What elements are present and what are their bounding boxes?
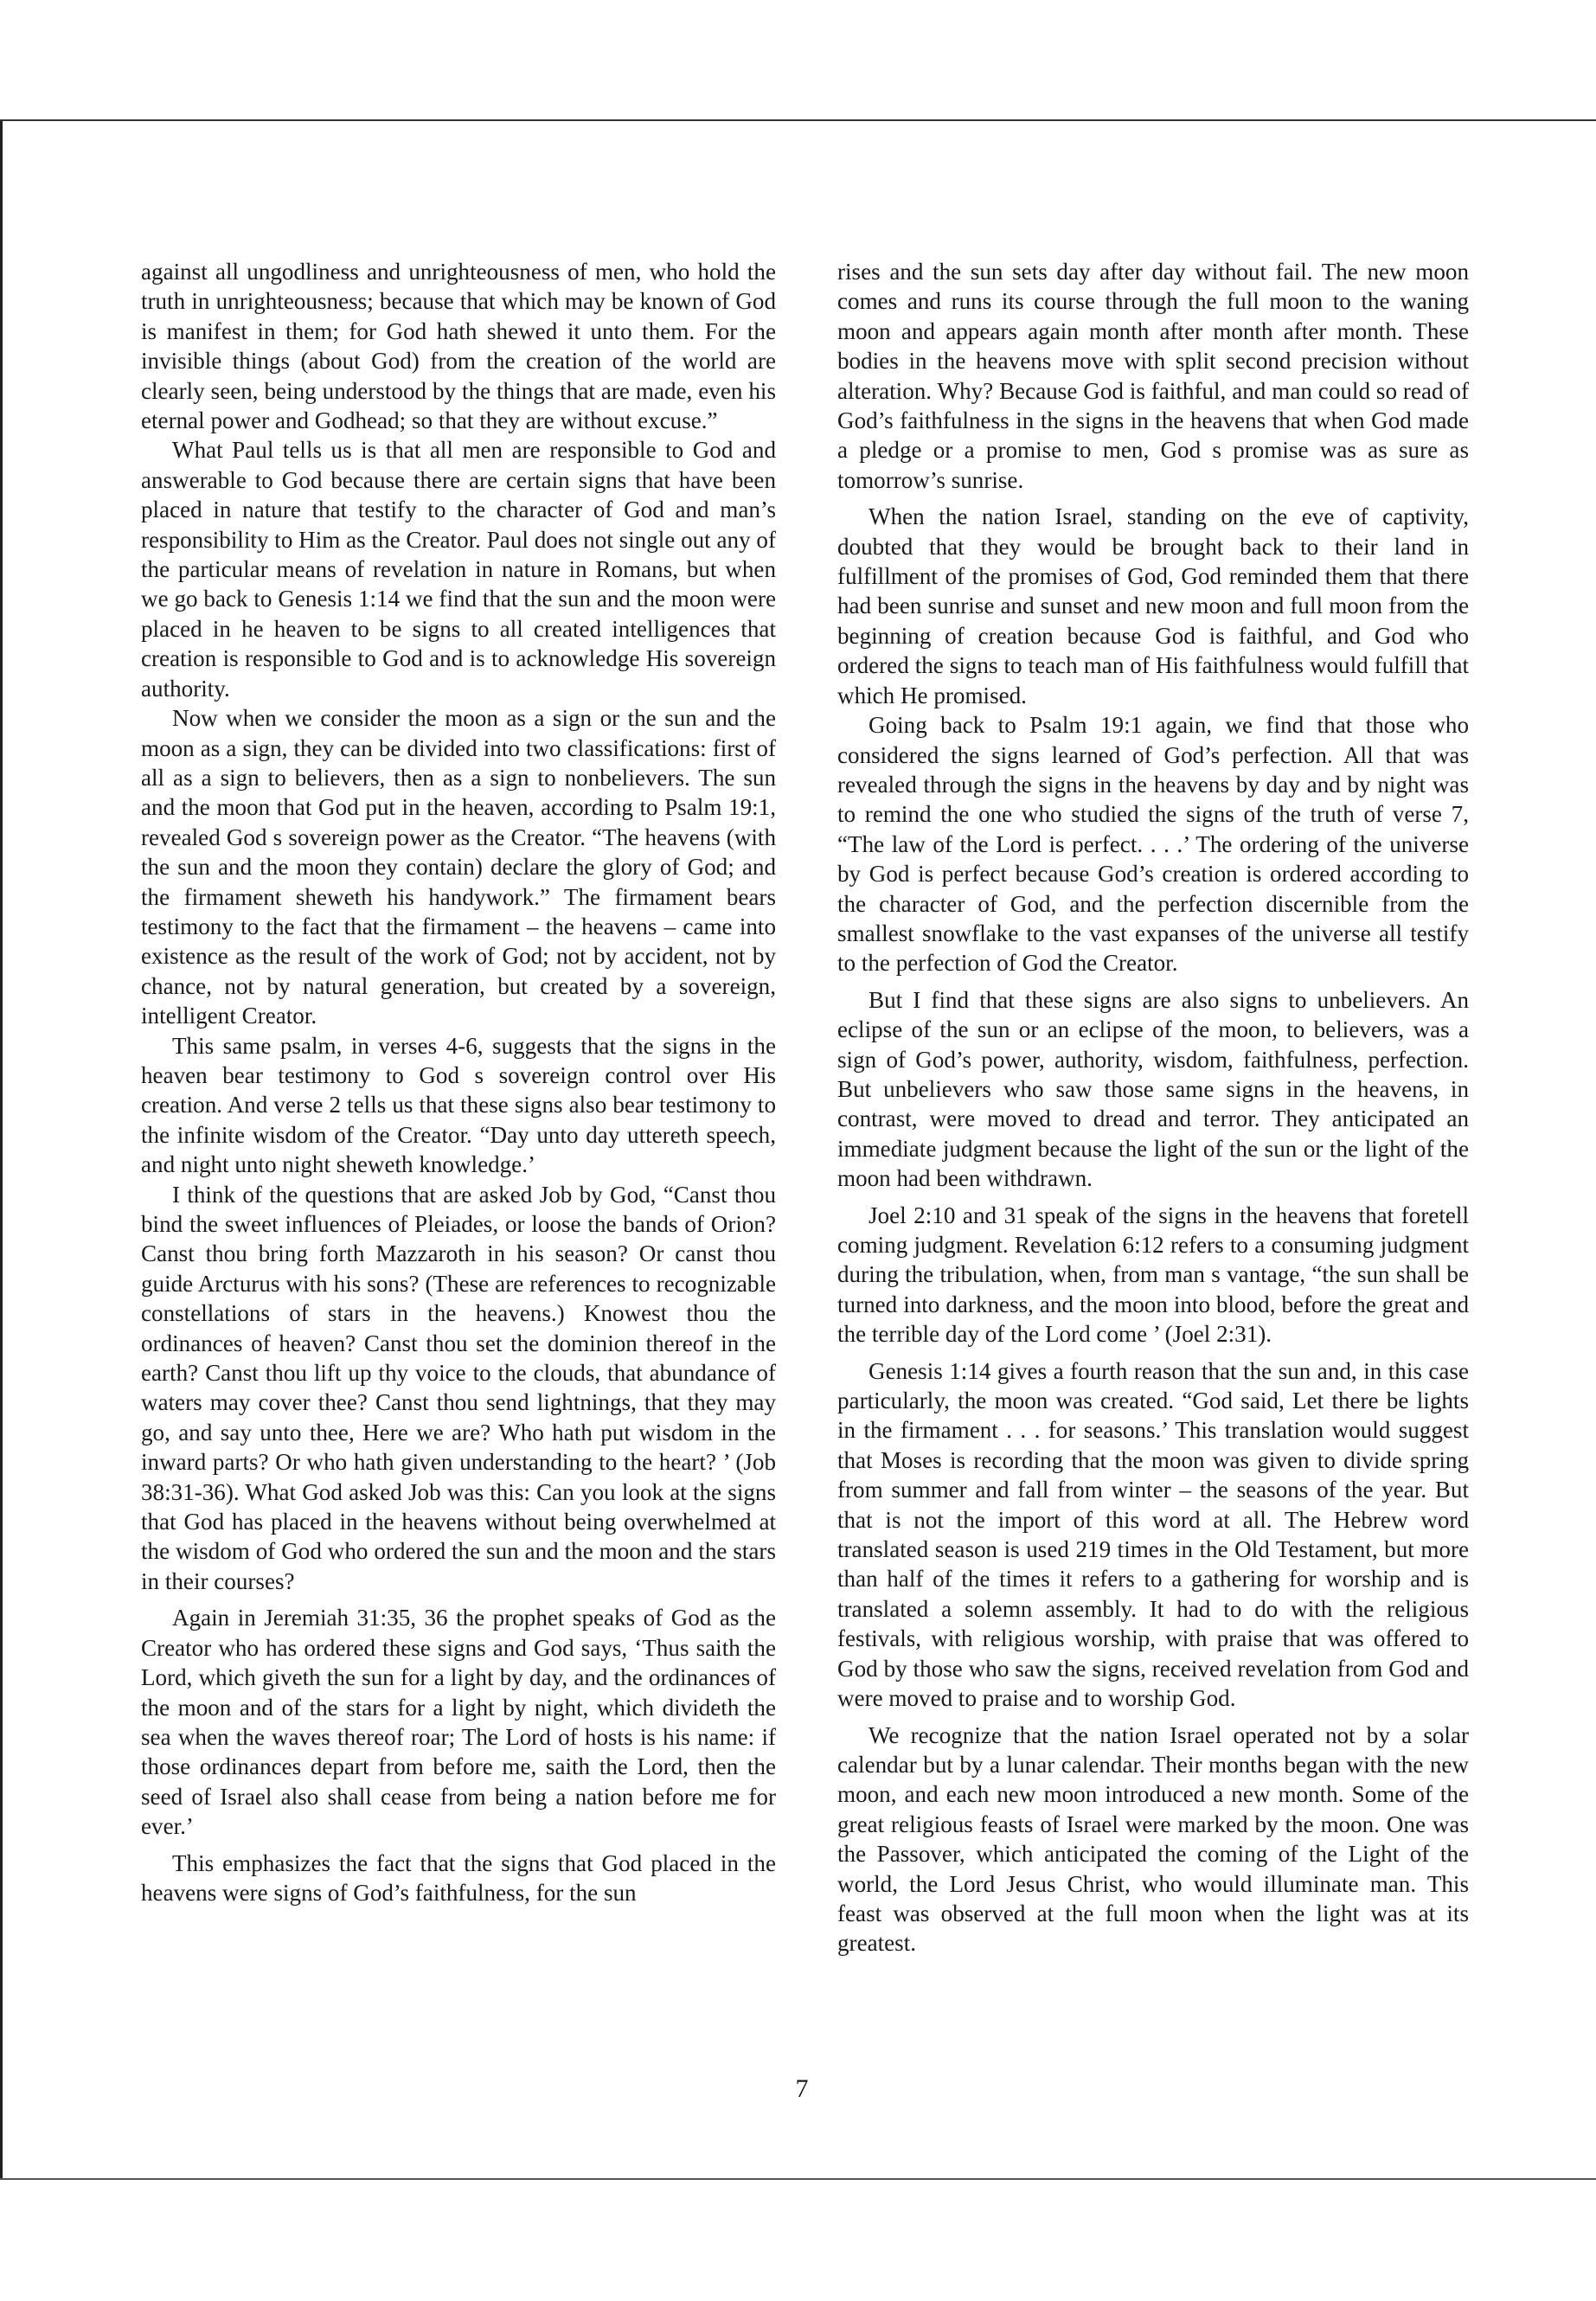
- paragraph: What Paul tells us is that all men are responsible to God and answerable to God because there are certain signs that have been placed in nature that testify to the character of God and man’s responsibility to Him as the Creator. Paul does not single out any of the particular means of revelation in nature in Romans, but when we go back to Genesis 1:14 we find that the sun and the moon were placed in he heaven to be signs to all created intelligences that creation is responsible to God and is to acknowledge His sovereign authority.: [141, 437, 776, 702]
- right-column: [837, 257, 1469, 1958]
- paragraph: rises and the sun sets day after day without fail. The new moon comes and runs its course through the full moon to the waning moon and appears again month after month after month. These bodies in the heavens move with split second precision without alteration. Why? Because God is faithful, and man could so read of God’s faithfulness in the signs in the heavens that when God made a pledge or a promise to men, God s promise was as sure as tomorrow’s sunrise.: [837, 259, 1469, 493]
- paragraph: I think of the questions that are asked Job by God, “Canst thou bind the sweet influences of Pleiades, or loose the bands of Orion? Canst thou bring forth Mazzaroth in his season? Or canst thou guide Arcturus with his sons? (These are references to recognizable constellations of stars in the heavens.) Knowest thou the ordinances of heaven? Canst thou set the dominion thereof in the earth? Canst thou lift up thy voice to the clouds, that abundance of waters may cover thee? Canst thou send lightnings, that they may go, and say unto thee, Here we are? Who hath put wisdom in the inward parts? Or who hath given understanding to the heart? ’ (Job 38:31-36). What God asked Job was this: Can you look at the signs that God has placed in the heavens without being overwhelmed at the wisdom of God who ordered the sun and the moon and the stars in their courses?: [141, 1181, 776, 1594]
- paragraph: We recognize that the nation Israel operated not by a solar calendar but by a lunar calendar. Their months began with the new moon, and each new moon introduced a new month. Some of the great religious feasts of Israel were marked by the moon. One was the Passover, which anticipated the coming of the Light of the world, the Lord Jesus Christ, who would illuminate man. This feast was observed at the full moon when the light was at its greatest.: [837, 1721, 1469, 1957]
- page-top-edge: [0, 119, 1596, 121]
- paragraph: Again in Jeremiah 31:35, 36 the prophet speaks of God as the Creator who has ordered these signs and God says, ‘Thus saith the Lord, which giveth the sun for a light by day, and the ordinances of the moon and of the stars for a light by night, which divideth the sea when the waves thereof roar; The Lord of hosts is his name: if those ordinances depart from before me, saith the Lord, then the seed of Israel also shall cease from being a nation before me for ever.’: [141, 1605, 776, 1840]
- paragraph: This same psalm, in verses 4-6, suggests that the signs in the heaven bear testimony to God s sovereign control over His creation. And verse 2 tells us that these signs also bear testimony to the infinite wisdom of the Creator. “Day unto day uttereth speech, and night unto night sheweth knowledge.’: [141, 1032, 776, 1178]
- page-number: 7: [795, 2074, 809, 2103]
- left-column: [141, 257, 776, 1907]
- paragraph: Genesis 1:14 gives a fourth reason that the sun and, in this case particularly, the moon was created. “God said, Let there be lights in the firmament . . . for seasons.’ This translation would suggest that Moses is recording that the moon was given to divide spring from summer and fall from winter – the seasons of the year. But that is not the import of this word at all. The Hebrew word translated season is used 219 times in the Old Testament, but more than half of the times it refers to a gathering for worship and is translated a solemn assembly. It had to do with the religious festivals, with religious worship, with praise that was offered to God by those who saw the signs, received revelation from God and were moved to praise and to worship God.: [837, 1357, 1469, 1712]
- paragraph: Joel 2:10 and 31 speak of the signs in the heavens that foretell coming judgment. Revelation 6:12 refers to a consuming judgment during the tribulation, when, from man s vantage, “the sun shall be turned into darkness, and the moon into blood, before the great and the terrible day of the Lord come ’ (Joel 2:31).: [837, 1202, 1469, 1348]
- page-bottom-edge: [0, 2178, 1596, 2180]
- paragraph: But I find that these signs are also signs to unbelievers. An eclipse of the sun or an eclipse of the moon, to believers, was a sign of God’s power, authority, wisdom, faithfulness, perfection. But unbelievers who saw those same signs in the heavens, in contrast, were moved to dread and terror. They anticipated an immediate judgment because the light of the sun or the light of the moon had been withdrawn.: [837, 986, 1469, 1192]
- paragraph: When the nation Israel, standing on the eve of captivity, doubted that they would be brought back to their land in fulfillment of the promises of God, God reminded them that there had been sunrise and sunset and new moon and full moon from the beginning of creation because God is faithful, and God who ordered the signs to teach man of His faithfulness would fulfill that which He promised.: [837, 503, 1469, 708]
- paragraph: This emphasizes the fact that the signs that God placed in the heavens were signs of God’s faithfulness, for the sun: [141, 1849, 776, 1906]
- page-left-edge: [0, 121, 3, 2180]
- paragraph: against all ungodliness and unrighteousness of men, who hold the truth in unrighteousness; because that which may be known of God is manifest in them; for God hath shewed it unto them. For the invisible things (about God) from the creation of the world are clearly seen, being understood by the things that are made, even his eternal power and Godhead; so that they are without excuse.”: [141, 259, 776, 434]
- paragraph: Going back to Psalm 19:1 again, we find that those who considered the signs learned of God’s perfection. All that was revealed through the signs in the heavens by day and by night was to remind the one who studied the signs of the truth of verse 7, “The law of the Lord is perfect. . . .’ The ordering of the universe by God is perfect because God’s creation is ordered according to the character of God, and the perfection discernible from the smallest snowflake to the vast expanses of the universe all testify to the perfection of God the Creator.: [837, 712, 1469, 977]
- paragraph: Now when we consider the moon as a sign or the sun and the moon as a sign, they can be divided into two classifications: first of all as a sign to believers, then as a sign to nonbelievers. The sun and the moon that God put in the heaven, according to Psalm 19:1, revealed God s sovereign power as the Creator. “The heavens (with the sun and the moon they contain) declare the glory of God; and the firmament sheweth his handywork.” The firmament bears testimony to the fact that the firmament – the heavens – came into existence as the result of the work of God; not by accident, not by chance, not by natural generation, but created by a sovereign, intelligent Creator.: [141, 705, 776, 1029]
